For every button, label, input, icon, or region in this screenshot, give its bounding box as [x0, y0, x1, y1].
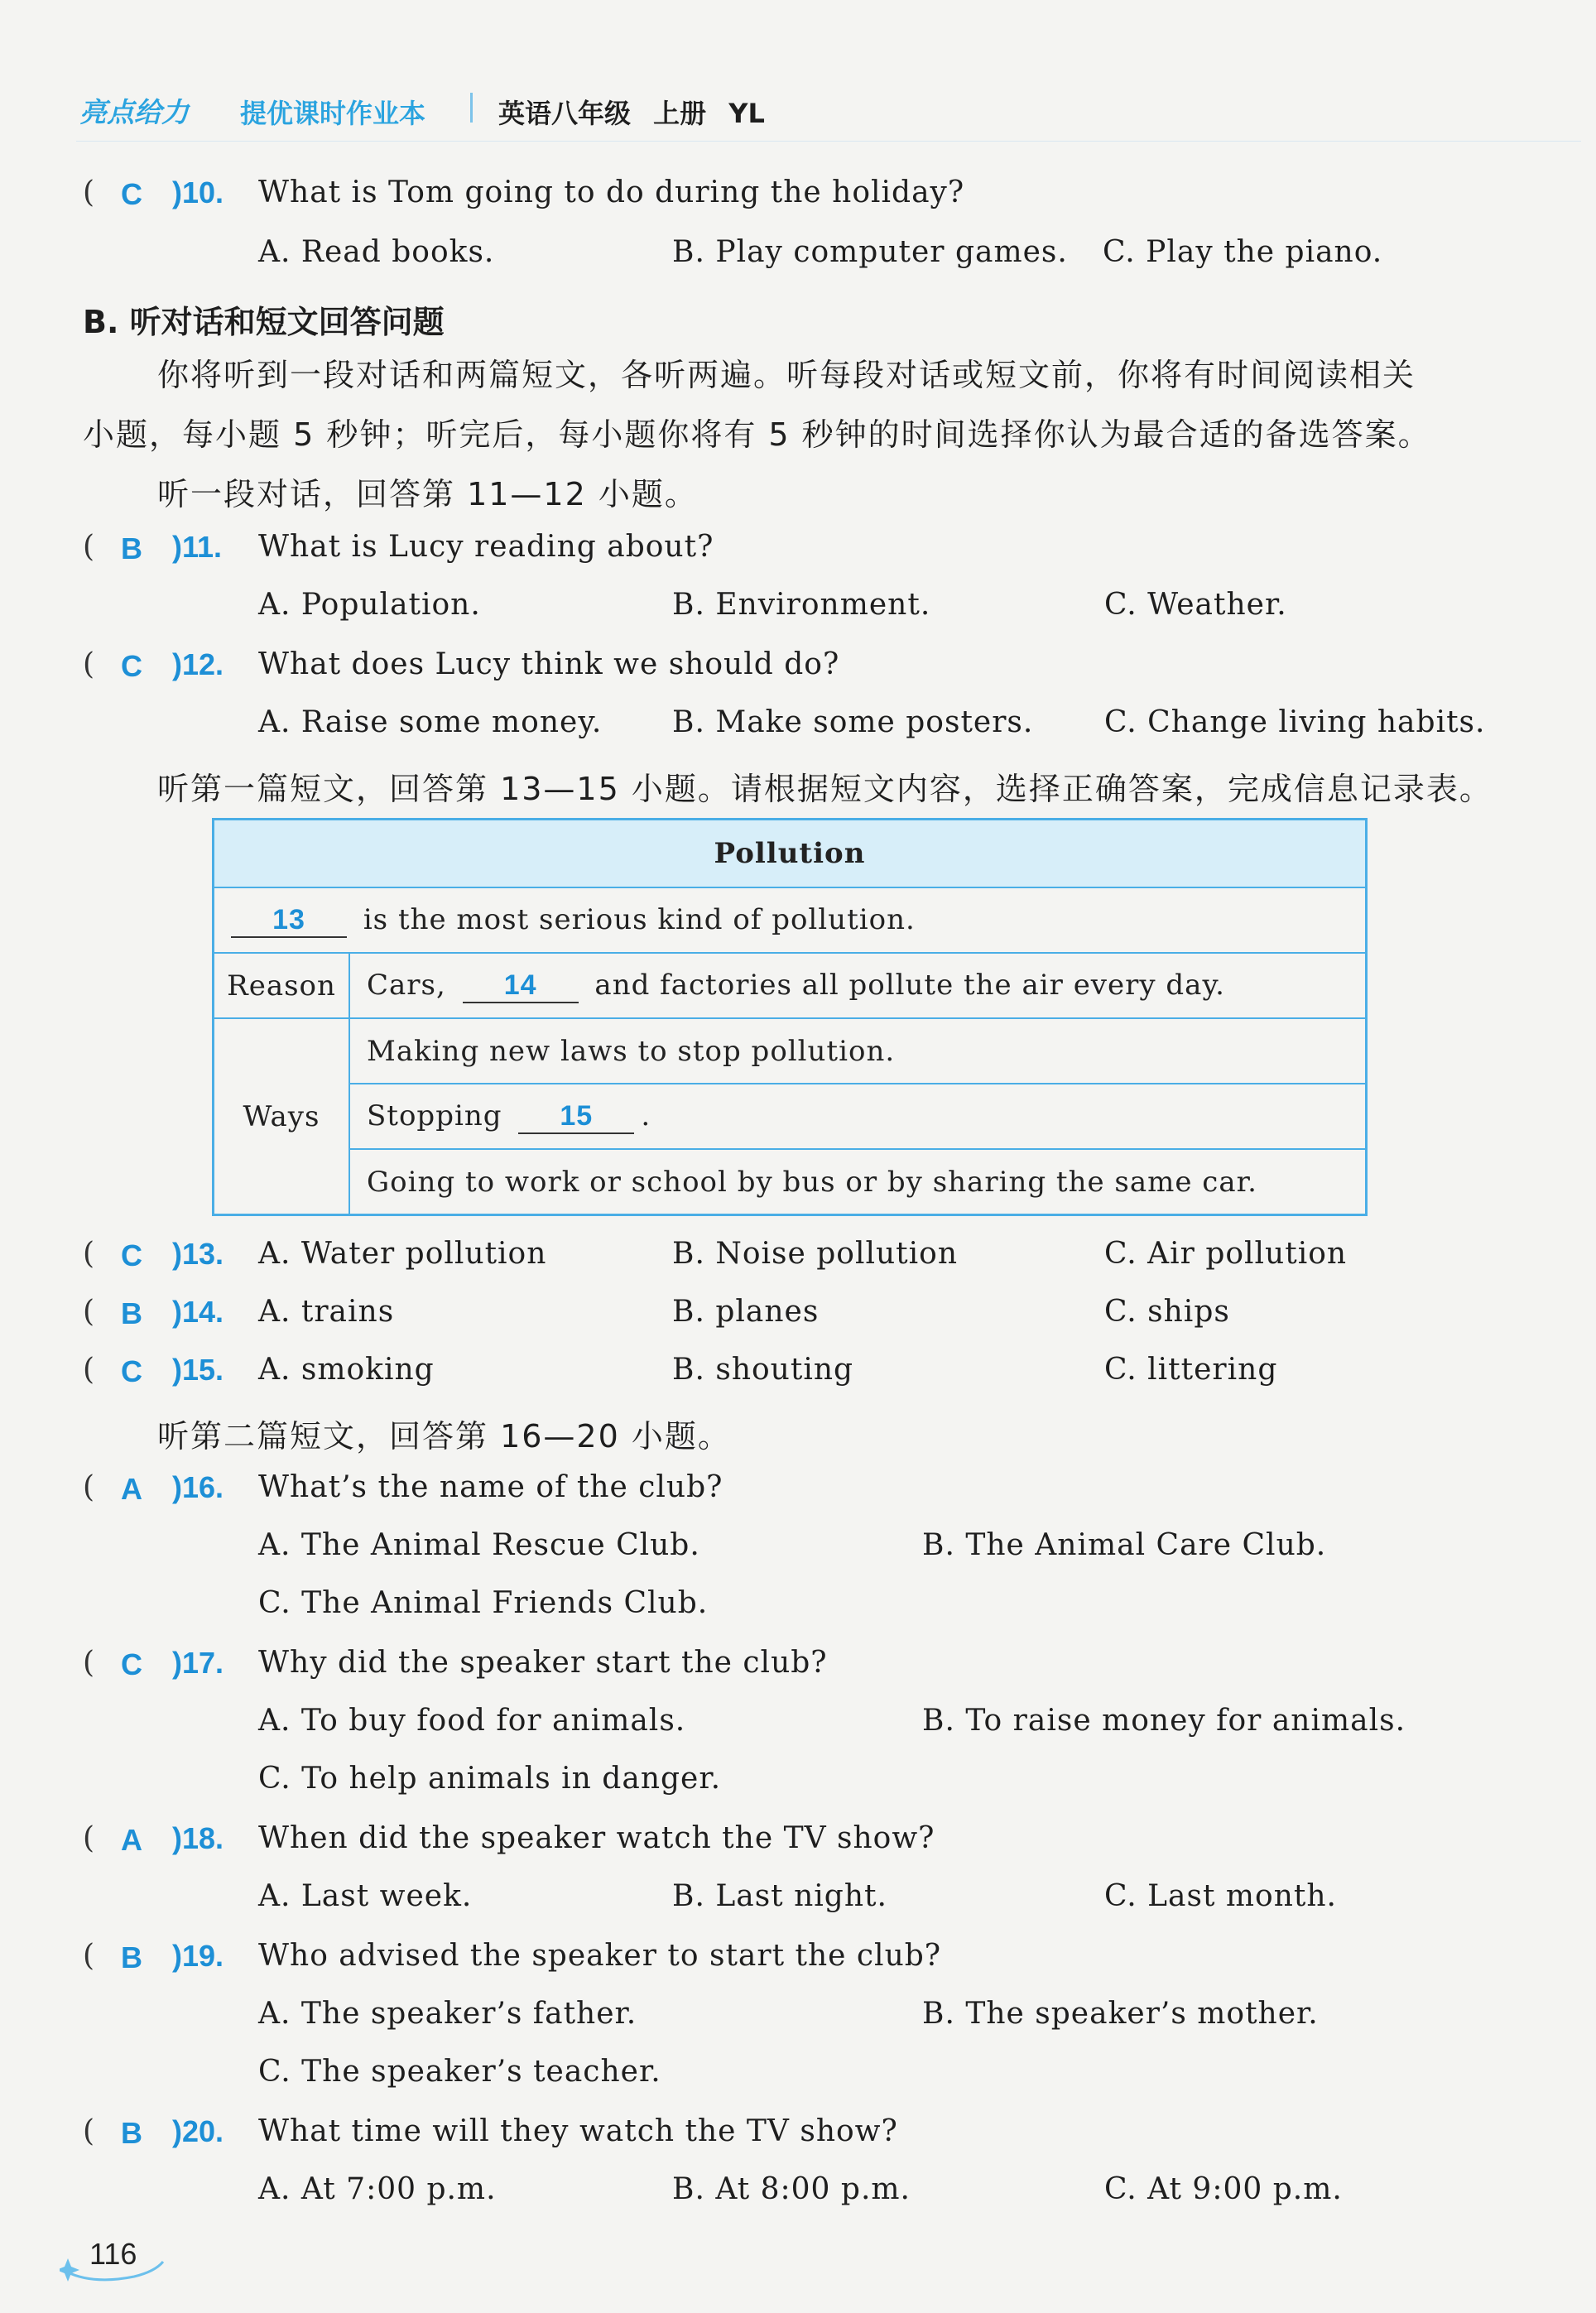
option-15-b: B. shouting [672, 1353, 854, 1387]
question-text-19: Who advised the speaker to start the club? [258, 1939, 942, 1973]
option-12-a: A. Raise some money. [258, 705, 603, 739]
blank-15 [518, 1099, 634, 1134]
option-13-c: C. Air pollution [1104, 1237, 1348, 1271]
question-text-17: Why did the speaker start the club? [258, 1646, 828, 1680]
header-divider [470, 93, 473, 123]
page-number: 116 [89, 2237, 137, 2271]
option-17-b: B. To raise money for animals. [922, 1704, 1406, 1738]
option-13-a: A. Water pollution [258, 1237, 547, 1271]
question-number-19: )19. [172, 1939, 224, 1973]
question-number-20: )20. [172, 2114, 224, 2148]
question-text-10: What is Tom going to do during the holiday? [258, 176, 965, 209]
question-number-14: )14. [172, 1295, 224, 1329]
option-18-a: A. Last week. [258, 1879, 473, 1913]
option-20-c: C. At 9:00 p.m. [1104, 2172, 1343, 2206]
blank-13 [231, 903, 347, 938]
option-18-c: C. Last month. [1104, 1879, 1337, 1913]
option-12-c: C. Change living habits. [1104, 705, 1486, 739]
blank-14-answer: 14 [503, 969, 537, 1001]
option-17-a: A. To buy food for animals. [258, 1704, 686, 1738]
answer-20: B [121, 2116, 142, 2150]
blank-15-answer: 15 [560, 1099, 594, 1132]
option-20-b: B. At 8:00 p.m. [672, 2172, 911, 2206]
option-14-c: C. ships [1104, 1295, 1230, 1329]
question-number-18: )18. [172, 1821, 224, 1855]
question-number-11: )11. [172, 530, 223, 564]
answer-18: A [121, 1823, 142, 1857]
answer-paren-10: ( [83, 176, 95, 209]
question-text-20: What time will they watch the TV show? [258, 2114, 898, 2148]
answer-10: C [121, 177, 142, 211]
table-row-serious [214, 887, 1367, 953]
answer-paren-13: ( [83, 1237, 95, 1271]
option-19-a: A. The speaker’s father. [258, 1997, 637, 2031]
option-13-b: B. Noise pollution [672, 1237, 959, 1271]
option-16-c: C. The Animal Friends Club. [258, 1586, 709, 1620]
way2-pre: Stopping [367, 1099, 502, 1132]
option-19-b: B. The speaker’s mother. [922, 1997, 1319, 2031]
option-10-a: A. Read books. [258, 235, 495, 269]
option-10-c: C. Play the piano. [1103, 235, 1383, 269]
question-number-17: )17. [172, 1646, 224, 1680]
pollution-table [212, 818, 1368, 1216]
answer-16: A [121, 1472, 142, 1506]
reason-pre: Cars, [367, 968, 446, 1002]
option-16-b: B. The Animal Care Club. [922, 1528, 1327, 1562]
answer-19: B [121, 1940, 142, 1974]
blank-14 [463, 969, 579, 1003]
option-19-c: C. The speaker’s teacher. [258, 2055, 661, 2089]
answer-13: C [121, 1238, 142, 1272]
answer-17: C [121, 1647, 142, 1681]
series-title: 提优课时作业本 [240, 98, 426, 129]
way-3: Going to work or school by bus or by sharing the same car. [349, 1149, 1367, 1215]
option-16-a: A. The Animal Rescue Club. [258, 1528, 700, 1562]
question-number-12: )12. [172, 647, 224, 681]
question-number-10: )10. [172, 176, 224, 209]
section-b-title: B. 听对话和短文回答问题 [83, 304, 445, 340]
option-15-c: C. littering [1104, 1353, 1278, 1387]
answer-15: C [121, 1354, 142, 1388]
option-14-a: A. trains [258, 1295, 395, 1329]
row1-text: is the most serious kind of pollution. [363, 902, 916, 936]
option-12-b: B. Make some posters. [672, 705, 1034, 739]
option-11-b: B. Environment. [672, 588, 931, 622]
reason-label: Reason [214, 953, 350, 1018]
answer-paren-17: ( [83, 1646, 95, 1680]
option-18-b: B. Last night. [672, 1879, 887, 1913]
way2-post: . [641, 1099, 651, 1132]
answer-paren-20: ( [83, 2114, 95, 2148]
question-text-12: What does Lucy think we should do? [258, 647, 840, 681]
option-20-a: A. At 7:00 p.m. [258, 2172, 497, 2206]
answer-paren-16: ( [83, 1470, 95, 1504]
answer-11: B [121, 531, 142, 565]
blank-13-answer: 13 [272, 903, 305, 935]
way-2 [349, 1084, 1367, 1149]
question-text-18: When did the speaker watch the TV show? [258, 1821, 935, 1855]
answer-paren-15: ( [83, 1353, 95, 1387]
question-text-11: What is Lucy reading about? [258, 530, 714, 564]
answer-paren-18: ( [83, 1821, 95, 1855]
answer-paren-12: ( [83, 647, 95, 681]
section-b-instruction-1: 你将听到一段对话和两篇短文，各听两遍。听每段对话或短文前，你将有时间阅读相关 [157, 357, 1416, 393]
section-b-instruction-2: 小题，每小题 5 秒钟；听完后，每小题你将有 5 秒钟的时间选择你认为最合适的备选答案。 [83, 416, 1431, 453]
answer-paren-11: ( [83, 530, 95, 564]
header-rule [76, 141, 1581, 142]
option-10-b: B. Play computer games. [672, 235, 1068, 269]
question-number-16: )16. [172, 1470, 224, 1504]
answer-paren-19: ( [83, 1939, 95, 1973]
option-14-b: B. planes [672, 1295, 820, 1329]
dialog-intro: 听一段对话，回答第 11—12 小题。 [157, 476, 698, 512]
answer-paren-14: ( [83, 1295, 95, 1329]
option-15-a: A. smoking [258, 1353, 435, 1387]
reason-post: and factories all pollute the air every day. [594, 968, 1225, 1002]
question-number-15: )15. [172, 1353, 224, 1387]
passage1-intro: 听第一篇短文，回答第 13—15 小题。请根据短文内容，选择正确答案，完成信息记录表。 [157, 771, 1493, 807]
option-11-a: A. Population. [258, 588, 481, 622]
book-info: 英语八年级 上册 YL [498, 98, 765, 129]
answer-14: B [121, 1296, 142, 1330]
ways-label: Ways [214, 1018, 350, 1215]
way-1: Making new laws to stop pollution. [349, 1018, 1367, 1084]
table-title: Pollution [214, 820, 1367, 888]
brand-logo: 亮点给力 [79, 96, 189, 128]
question-text-16: What’s the name of the club? [258, 1470, 723, 1504]
option-11-c: C. Weather. [1104, 588, 1287, 622]
question-number-13: )13. [172, 1237, 224, 1271]
option-17-c: C. To help animals in danger. [258, 1762, 722, 1796]
answer-12: C [121, 649, 142, 683]
reason-cell [349, 953, 1367, 1018]
passage2-intro: 听第二篇短文，回答第 16—20 小题。 [157, 1418, 731, 1455]
